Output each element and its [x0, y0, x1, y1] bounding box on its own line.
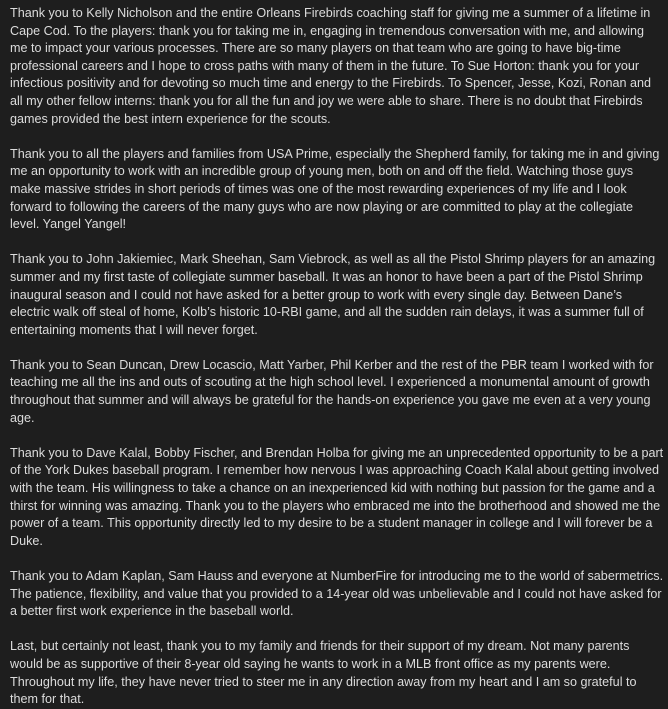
paragraph-pbr: Thank you to Sean Duncan, Drew Locascio, Matt Yarber, Phil Kerber and the rest of the PBR team I worked with for teaching me all the ins and outs of scouting at the high school level. I experienced a monumental amount of growth throughout that summer and will always be grateful for the hands-on experience you gave me even at a very young age.: [10, 357, 654, 425]
paragraph-pistol-shrimp: Thank you to John Jakiemiec, Mark Sheehan, Sam Viebrock, as well as all the Pistol Shrimp players for an amazing summer and my first taste of collegiate summer baseball. It was an honor to have been a part of the Pistol Shrimp inaugural season and I could not have asked for a better group to work with every single day. Between Dane’s electric walk off steal of home, Kolb’s historic 10-RBI game, and all the sudden rain delays, it was a summer full of entertaining moments that I will never forget.: [10, 252, 656, 337]
paragraph-york-dukes: Thank you to Dave Kalal, Bobby Fischer, and Brendan Holba for giving me an unprecedented opportunity to be a part of the York Dukes baseball program. I remember how nervous I was approaching Coach Kalal about getting involved with the team. His willingness to take a chance on an inexperienced kid with nothing but passion for the game and a thirst for winning was amazing. Thank you to the players who embraced me into the brotherhood and showed me the power of a team. This opportunity directly led to my desire to be a student manager in college and I will forever be a Duke.: [10, 445, 664, 548]
paragraph-usa-prime: Thank you to all the players and families from USA Prime, especially the Shepherd family, for taking me in and giving me an opportunity to work with an incredible group of young men, both on and off the field. Watching those guys make massive strides in short periods of times was one of the most rewarding experiences of my life and I look forward to following the careers of the many guys who are now playing or are committed to play at the collegiate level. Yangel Yangel!: [10, 146, 660, 232]
paragraph-numberfire: Thank you to Adam Kaplan, Sam Hauss and everyone at NumberFire for introducing me to the world of sabermetrics. The patience, flexibility, and value that you provided to a 14-year old was unbelievable and I could not have asked for a better first work experience in the baseball world.: [10, 569, 664, 619]
paragraph-orleans-firebirds: Thank you to Kelly Nicholson and the entire Orleans Firebirds coaching staff for giving me a summer of a lifetime in Cape Cod. To the players: thank you for taking me in, engaging in tremendous conversation with me, and allowing me to impact your various processes. There are so many players on that team who are going to have big-time professional careers and I hope to cross paths with many of them in the future. To Sue Horton: thank you for your infectious positivity and for devoting so much time and energy to the Firebirds. To Spencer, Jesse, Kozi, Ronan and all my other fellow interns: thank you for all the fun and joy we were able to share. There is no doubt that Firebirds games provided the best intern experience for the scouts.: [10, 6, 652, 126]
paragraph-family: Last, but certainly not least, thank you to my family and friends for their support of my dream. Not many parents would be as supportive of their 8-year old saying he wants to work in a MLB front office as my parents were. Throughout my life, they have never tried to steer me in any direction away from my heart and I am so grateful to them for that.: [10, 639, 637, 707]
